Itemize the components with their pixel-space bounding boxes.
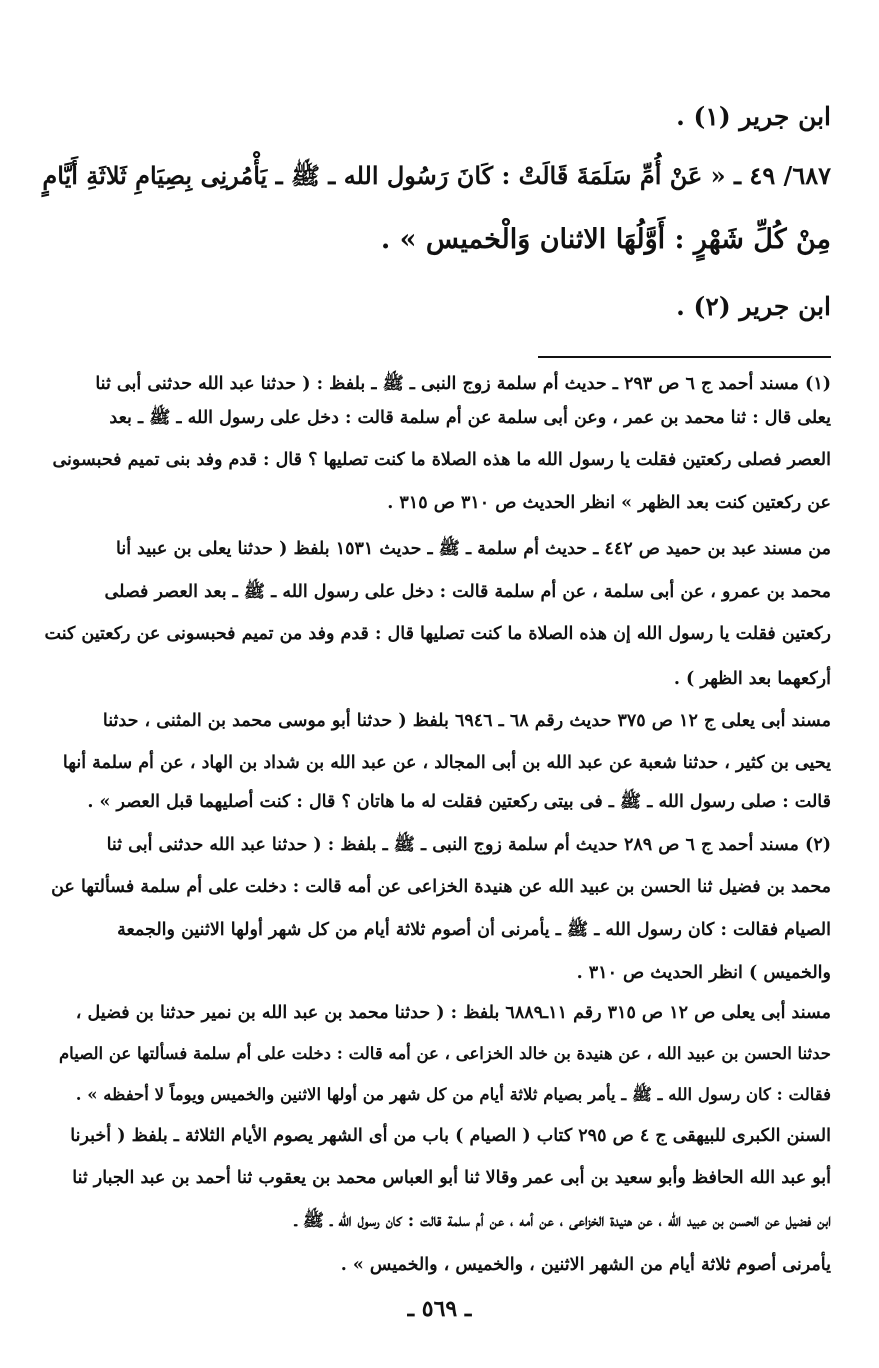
footnote-divider <box>538 356 831 358</box>
footnote-line: مسند أبى يعلى ص ١٢ ص ٣١٥ رقم ١١ـ٦٨٨٩ بلفظ : ( حدثنا محمد بن عبد الله بن نمير حدثنا بن فضيل ، <box>75 1003 831 1023</box>
footnote-line: يأمرنى أصوم ثلاثة أيام من الشهر الاثنين ، والخميس ، والخميس » . <box>340 1255 831 1275</box>
citation-ibn-jarir-1: ابن جرير (١) . <box>676 102 831 131</box>
footnote-line: العصر فصلى ركعتين فقلت يا رسول الله ما هذه الصلاة ما كنت تصليها ؟ قال : قدم وفد بنى تميم فحبسونى <box>52 450 831 470</box>
hadith-text-line-1: ٦٨٧/ ٤٩ ـ « عَنْ أُمِّ سَلَمَةَ قَالَتْ : كَانَ رَسُول الله ـ ﷺ ـ يَأْمُرنِى بِصِيَامِ ثَلاثَةِ أَيَّامٍ <box>42 161 831 190</box>
footnote-line: محمد بن فضيل ثنا الحسن بن عبيد الله عن هنيدة الخزاعى عن أمه قالت : دخلت على أم سلمة فسألتها عن <box>51 877 831 897</box>
footnote-line: والخميس ) انظر الحديث ص ٣١٠ . <box>576 963 831 983</box>
footnote-line: حدثنا الحسن بن عبيد الله ، عن هنيدة بن خالد الخزاعى ، عن أمه قالت : دخلت على أم سلمة فسألتها عن الصيام <box>58 1044 831 1063</box>
footnote-line: السنن الكبرى للبيهقى ج ٤ ص ٢٩٥ كتاب ( الصيام ) باب من أى الشهر يصوم الأيام الثلاثة ـ بلفظ ( أخبرنا <box>70 1126 831 1146</box>
citation-ibn-jarir-2: ابن جرير (٢) . <box>676 292 831 321</box>
footnote-line: عن ركعتين كنت بعد الظهر » انظر الحديث ص ٣١٠ ص ٣١٥ . <box>387 493 831 513</box>
footnote-line: مسند أبى يعلى ج ١٢ ص ٣٧٥ حديث رقم ٦٨ ـ ٦٩٤٦ بلفظ ( حدثنا أبو موسى محمد بن المثنى ، حدثنا <box>102 711 831 731</box>
footnote-line: قالت : صلى رسول الله ـ ﷺ ـ فى بيتى ركعتين فقلت له ما هاتان ؟ قال : كنت أصليهما قبل العصر » . <box>87 792 831 812</box>
footnote-line: يحيى بن كثير ، حدثنا شعبة عن عبد الله بن أبى المجالد ، عن عبد الله بن شداد بن الهاد ، عن أم سلمة أنها <box>62 753 831 773</box>
footnote-line: (١) مسند أحمد ج ٦ ص ٢٩٣ ـ حديث أم سلمة زوج النبى ـ ﷺ ـ بلفظ : ( حدثنا عبد الله حدثنى أبى ثنا <box>95 374 831 394</box>
footnote-line: أبو عبد الله الحافظ وأبو سعيد بن أبى عمر وقالا ثنا أبو العباس محمد بن يعقوب ثنا أحمد بن عبد الجبار ثنا <box>72 1168 831 1188</box>
footnote-line: الصيام فقالت : كان رسول الله ـ ﷺ ـ يأمرنى أن أصوم ثلاثة أيام من كل شهر أولها الاثنين والجمعة <box>117 920 831 940</box>
footnote-line: ركعتين فقلت يا رسول الله إن هذه الصلاة ما كنت تصليها قال : قدم وفد من تميم فحبسونى عن ركعتين كنت <box>44 624 831 644</box>
footnote-line: يعلى قال : ثنا محمد بن عمر ، وعن أبى سلمة عن أم سلمة قالت : دخل على رسول الله ـ ﷺ ـ بعد <box>109 408 831 428</box>
footnote-line: محمد بن عمرو ، عن أبى سلمة ، عن أم سلمة قالت : دخل على رسول الله ـ ﷺ ـ بعد العصر فصلى <box>104 582 831 602</box>
footnote-line: فقالت : كان رسول الله ـ ﷺ ـ يأمر بصيام ثلاثة أيام من كل شهر من أولها الاثنين والخميس ويوماً لا أحفظه » . <box>75 1085 831 1104</box>
footnote-line: من مسند عبد بن حميد ص ٤٤٢ ـ حديث أم سلمة ـ ﷺ ـ حديث ١٥٣١ بلفظ ( حدثنا يعلى بن عبيد أنا <box>116 539 831 559</box>
page-number: ـ ٥٦٩ ـ <box>407 1296 472 1322</box>
footnote-line: أركعهما بعد الظهر ) . <box>673 669 831 689</box>
footnote-line: (٢) مسند أحمد ج ٦ ص ٢٨٩ حديث أم سلمة زوج النبى ـ ﷺ ـ بلفظ : ( حدثنا عبد الله حدثنى أبى ثنا <box>106 835 831 855</box>
footnote-line: ابن فضيل عن الحسن بن عبيد الله ، عن هنيدة الخزاعى ، عن أمه ، عن أم سلمة قالت : كان رسول الله ـ ﷺ ـ <box>294 1211 831 1231</box>
hadith-text-line-2: مِنْ كُلِّ شَهْرٍ : أَوَّلُهَا الاثنان وَالْخميس » . <box>380 224 831 255</box>
